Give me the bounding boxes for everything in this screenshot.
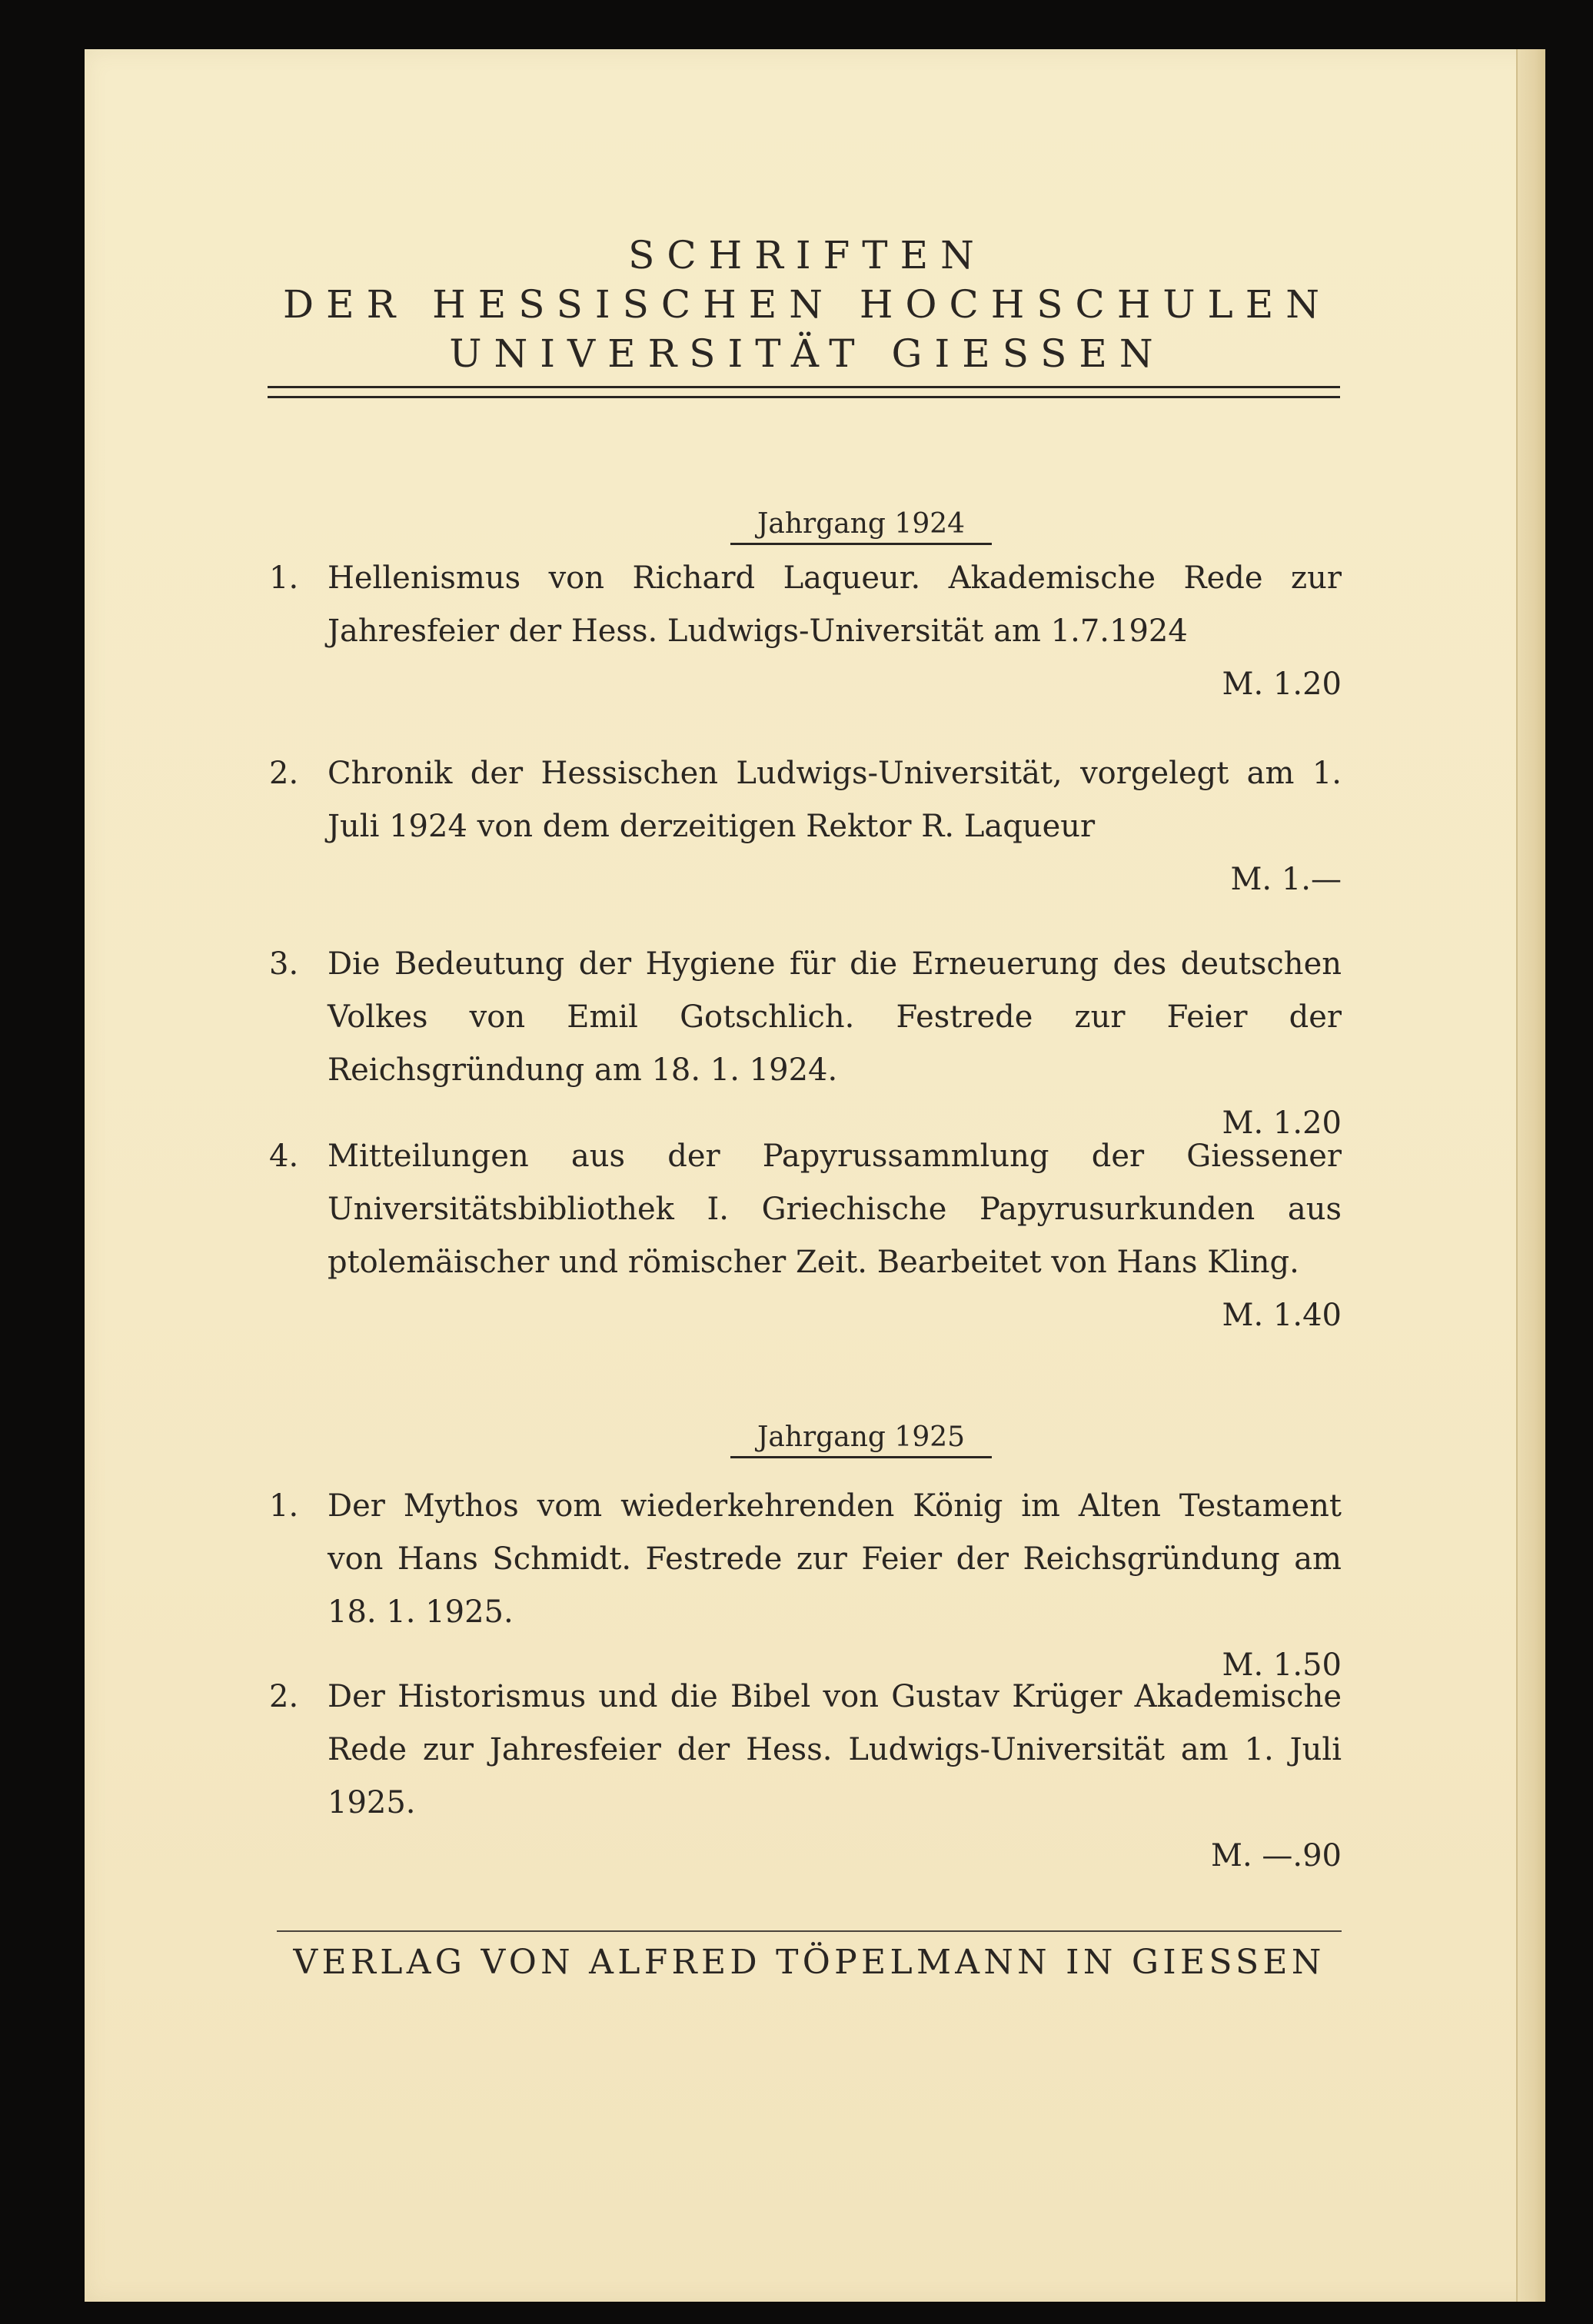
footer-rule <box>277 1930 1342 1932</box>
list-item <box>269 747 1342 906</box>
entry-price: M. 1.20 <box>1222 1105 1342 1141</box>
entry-text: Der Mythos vom wiederkehrenden König im Alten Testament von Hans Schmidt. Festrede zur Feier der Reichsgründung am 18. 1. 1925. <box>328 1488 1342 1630</box>
list-item <box>269 1480 1342 1692</box>
entry-text: Mitteilungen aus der Papyrussammlung der Giessener Universitätsbibliothek I. Griechische Papyrusurkunden aus ptolemäischer und römischer Zeit. Bearbeitet von Hans Kling. <box>328 1139 1342 1280</box>
entry-number: 1. <box>269 560 299 596</box>
year-heading-1924: Jahrgang 1924 <box>730 506 992 545</box>
entry-text: Chronik der Hessischen Ludwigs-Universität, vorgelegt am 1. Juli 1924 von dem derzeitigen Rektor R. Laqueur <box>328 756 1342 844</box>
list-item <box>269 552 1342 711</box>
publisher-imprint: VERLAG VON ALFRED TÖPELMANN IN GIESSEN <box>293 1943 1325 1982</box>
entry-number: 2. <box>269 756 299 791</box>
series-title-line-3: UNIVERSITÄT GIESSEN <box>449 331 1166 376</box>
entry-number: 2. <box>269 1679 299 1714</box>
list-item <box>269 938 1342 1150</box>
series-title-line-2: DER HESSISCHEN HOCHSCHULEN <box>282 282 1332 327</box>
series-title <box>269 231 1345 378</box>
list-item <box>269 1671 1342 1883</box>
entry-price: M. 1.50 <box>1222 1647 1342 1683</box>
entry-text: Hellenismus von Richard Laqueur. Akademische Rede zur Jahresfeier der Hess. Ludwigs-Universität am 1.7.1924 <box>328 560 1342 649</box>
entry-number: 3. <box>269 946 299 982</box>
header-double-rule <box>268 386 1340 398</box>
entry-price: M. 1.— <box>1230 862 1342 897</box>
entry-number: 4. <box>269 1139 299 1174</box>
entry-text: Die Bedeutung der Hygiene für die Erneuerung des deutschen Volkes von Emil Gotschlich. Festrede zur Feier der Reichsgründung am 18. 1. 1924. <box>328 946 1342 1088</box>
entry-text: Der Historismus und die Bibel von Gustav Krüger Akademische Rede zur Jahresfeier der Hess. Ludwigs-Universität am 1. Juli 1925. <box>328 1679 1342 1820</box>
entry-price: M. 1.20 <box>1222 667 1342 702</box>
entry-number: 1. <box>269 1488 299 1524</box>
series-title-line-1: SCHRIFTEN <box>628 233 986 278</box>
list-item <box>269 1130 1342 1342</box>
year-heading-1925: Jahrgang 1925 <box>730 1419 992 1458</box>
entry-price: M. —.90 <box>1211 1838 1342 1873</box>
page-edge <box>1516 49 1545 2302</box>
entry-price: M. 1.40 <box>1222 1298 1342 1333</box>
